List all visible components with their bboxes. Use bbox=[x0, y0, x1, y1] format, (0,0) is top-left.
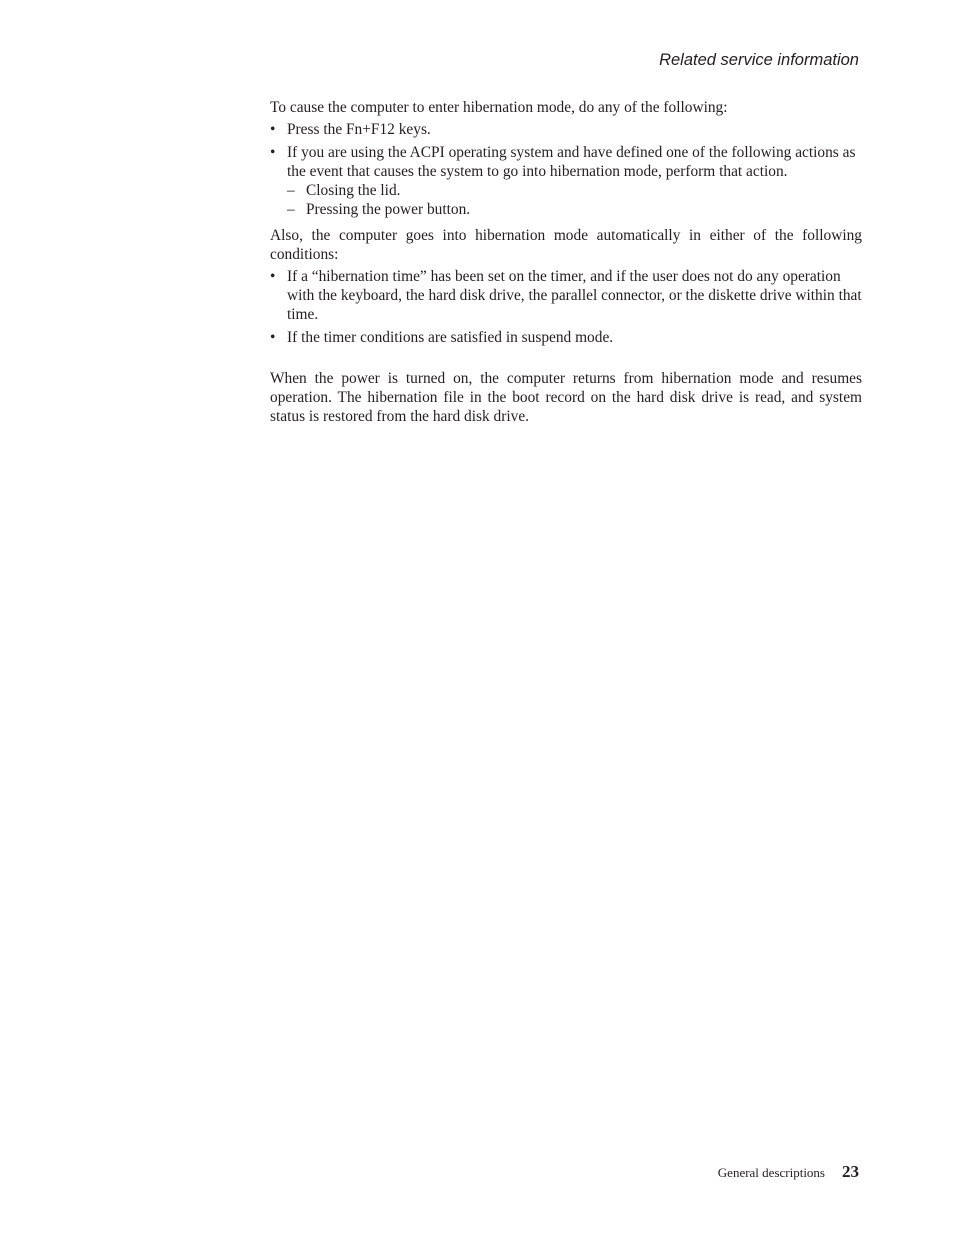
footer-section-title: General descriptions bbox=[717, 1165, 825, 1180]
hibernation-methods-list bbox=[270, 120, 862, 219]
bullet-icon: • bbox=[270, 121, 276, 138]
list-item bbox=[270, 267, 862, 324]
list-item bbox=[270, 143, 862, 219]
list-item-text: Press the Fn+F12 keys. bbox=[287, 121, 431, 138]
page-footer bbox=[718, 1162, 859, 1182]
list-item bbox=[270, 328, 862, 347]
running-head: Related service information bbox=[659, 51, 859, 69]
page-number: 23 bbox=[842, 1162, 859, 1181]
resume-paragraph: When the power is turned on, the computer returns from hibernation mode and resumes operation. The hibernation file in the boot record on the hard disk drive is read, and system status is restored from the hard disk drive. bbox=[270, 370, 862, 425]
dash-icon: – bbox=[287, 201, 295, 218]
bullet-icon: • bbox=[270, 268, 276, 285]
main-content bbox=[270, 98, 862, 426]
list-item-text: If you are using the ACPI operating system and have defined one of the following actions as the event that causes the system to go into hibernation mode, perform that action. bbox=[287, 144, 856, 180]
sublist-item bbox=[287, 181, 862, 200]
bullet-icon: • bbox=[270, 144, 276, 161]
automatic-conditions-paragraph: Also, the computer goes into hibernation mode automatically in either of the following conditions: bbox=[270, 227, 862, 263]
acpi-actions-sublist bbox=[287, 181, 862, 219]
list-item bbox=[270, 120, 862, 139]
intro-paragraph: To cause the computer to enter hibernation mode, do any of the following: bbox=[270, 99, 728, 116]
dash-icon: – bbox=[287, 182, 295, 199]
bullet-icon: • bbox=[270, 329, 276, 346]
automatic-conditions-list bbox=[270, 267, 862, 347]
list-item-text: If a “hibernation time” has been set on the timer, and if the user does not do any operation with the keyboard, the hard disk drive, the parallel connector, or the diskette drive within that time. bbox=[287, 268, 862, 323]
sublist-item-text: Pressing the power button. bbox=[306, 201, 471, 218]
sublist-item bbox=[287, 200, 862, 219]
list-item-text: If the timer conditions are satisfied in suspend mode. bbox=[287, 329, 614, 346]
sublist-item-text: Closing the lid. bbox=[306, 182, 401, 199]
